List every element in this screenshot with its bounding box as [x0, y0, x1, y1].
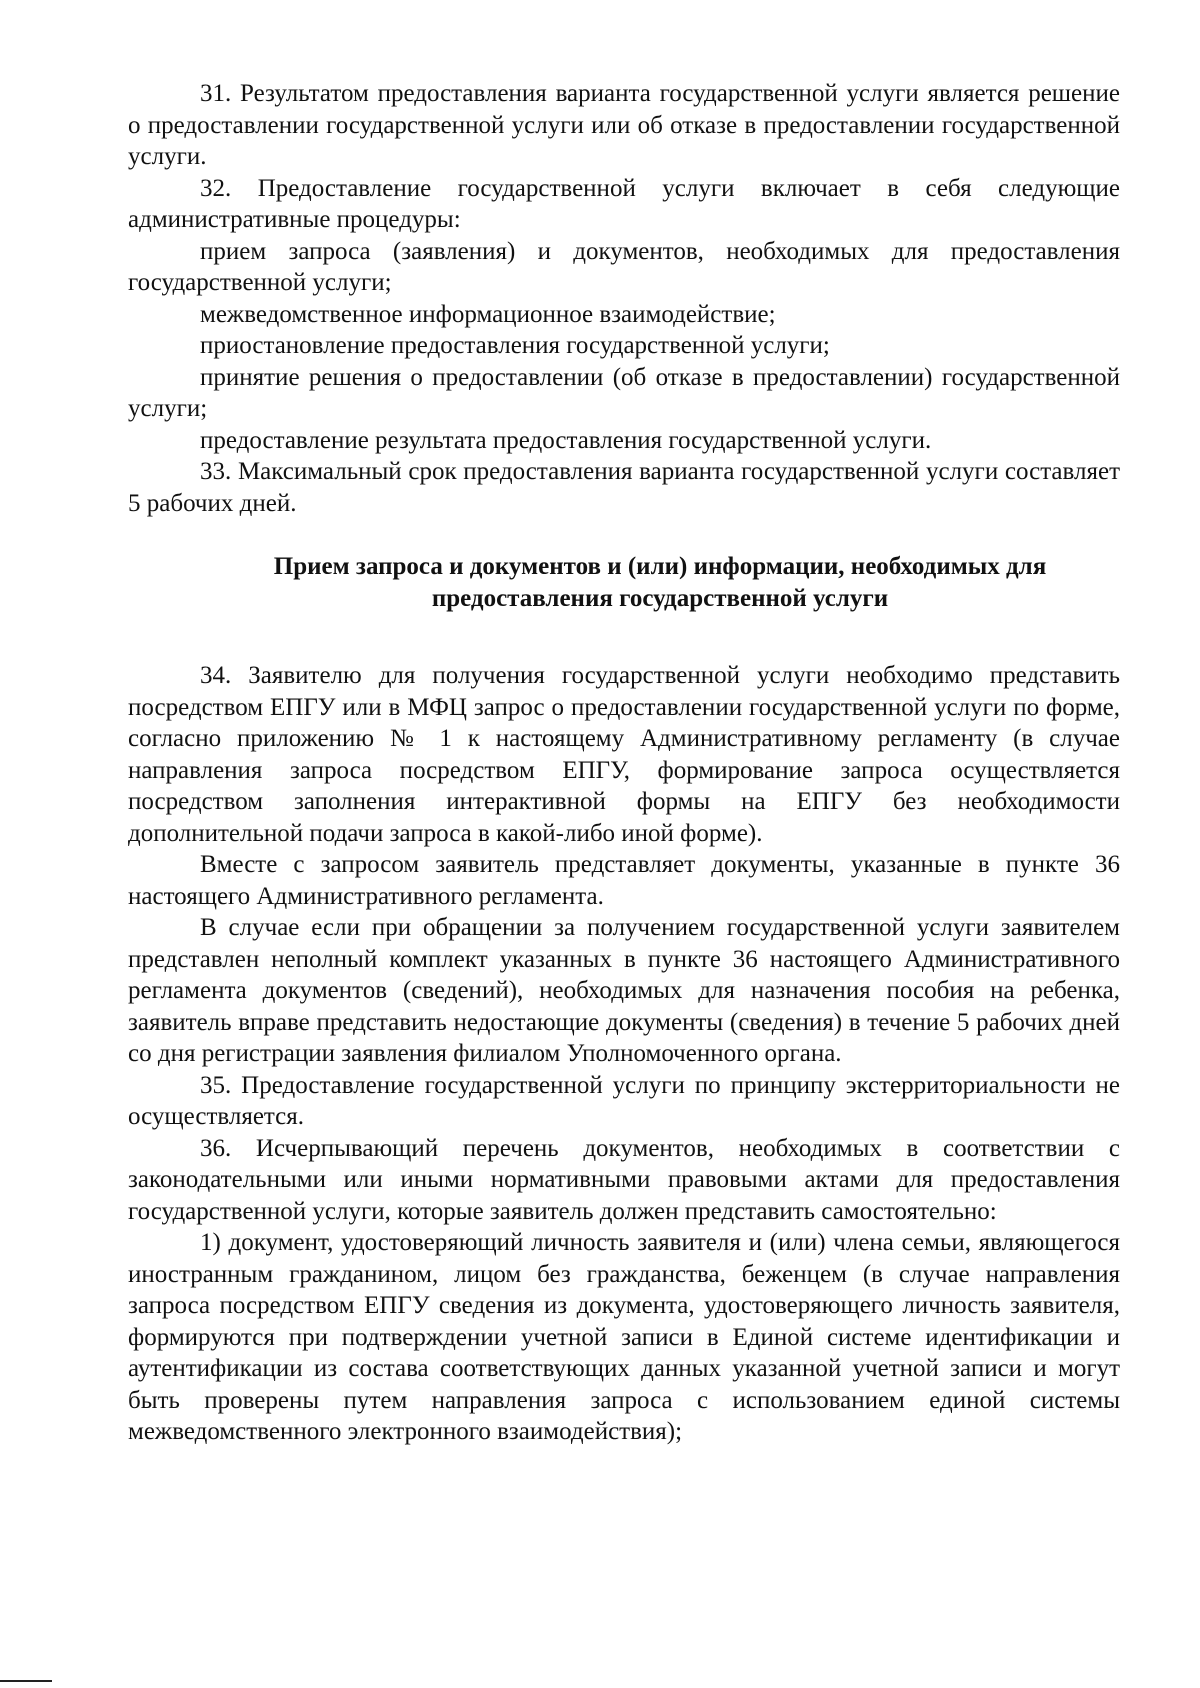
- paragraph-36-item-1: 1) документ, удостоверяющий личность заявителя и (или) члена семьи, являющегося иностранным гражданином, лицом без гражданства, беженцем (в случае направления запроса посредством ЕПГУ сведения из документа, удостоверяющего личность заявителя, формируются при подтверждении учетной записи в Единой системе идентификации и аутентификации из состава соответствующих данных указанной учетной записи и могут быть проверены путем направления запроса с использованием единой системы межведомственного электронного взаимодействия);: [128, 1229, 1120, 1445]
- section-heading: [128, 551, 1120, 614]
- procedure-item-4: принятие решения о предоставлении (об отказе в предоставлении) государственной услуги;: [128, 363, 1120, 422]
- document-page: [128, 78, 1120, 1448]
- paragraph-34-documents: Вместе с запросом заявитель представляет документы, указанные в пункте 36 настоящего Административного регламента.: [128, 851, 1120, 910]
- paragraph-34: 34. Заявителю для получения государственной услуги необходимо представить посредством ЕПГУ или в МФЦ запрос о предоставлении государственной услуги по форме, согласно приложению № 1 к настоящему Административному регламенту (в случае направления запроса посредством ЕПГУ, формирование запроса осуществляется посредством заполнения интерактивной формы на ЕПГУ без необходимости дополнительной подачи запроса в какой-либо иной форме).: [128, 662, 1120, 847]
- section-heading-line-2: предоставления государственной услуги: [431, 584, 889, 612]
- procedure-item-5: предоставление результата предоставления государственной услуги.: [200, 426, 932, 454]
- paragraph-32: 32. Предоставление государственной услуги включает в себя следующие административные процедуры:: [128, 174, 1120, 233]
- paragraph-34-incomplete: В случае если при обращении за получением государственной услуги заявителем представлен неполный комплект указанных в пункте 36 настоящего Административного регламента документов (сведений), необходимых для назначения пособия на ребенка, заявитель вправе представить недостающие документы (сведения) в течение 5 рабочих дней со дня регистрации заявления филиалом Уполномоченного органа.: [128, 914, 1120, 1067]
- section-heading-line-1: Прием запроса и документов и (или) информации, необходимых для: [273, 553, 1047, 580]
- procedure-item-3: приостановление предоставления государственной услуги;: [200, 332, 830, 359]
- paragraph-36: 36. Исчерпывающий перечень документов, необходимых в соответствии с законодательными или иными нормативными правовыми актами для предоставления государственной услуги, которые заявитель должен представить самостоятельно:: [128, 1134, 1120, 1225]
- paragraph-35: 35. Предоставление государственной услуги по принципу экстерриториальности не осуществляется.: [128, 1071, 1120, 1130]
- procedure-item-1: прием запроса (заявления) и документов, необходимых для предоставления государственной услуги;: [128, 237, 1120, 296]
- scan-edge-mark: [0, 1680, 52, 1682]
- paragraph-33: 33. Максимальный срок предоставления варианта государственной услуги составляет 5 рабочих дней.: [128, 458, 1120, 517]
- procedure-item-2: межведомственное информационное взаимодействие;: [200, 300, 776, 328]
- paragraph-31: 31. Результатом предоставления варианта государственной услуги является решение о предоставлении государственной услуги или об отказе в предоставлении государственной услуги.: [128, 80, 1120, 170]
